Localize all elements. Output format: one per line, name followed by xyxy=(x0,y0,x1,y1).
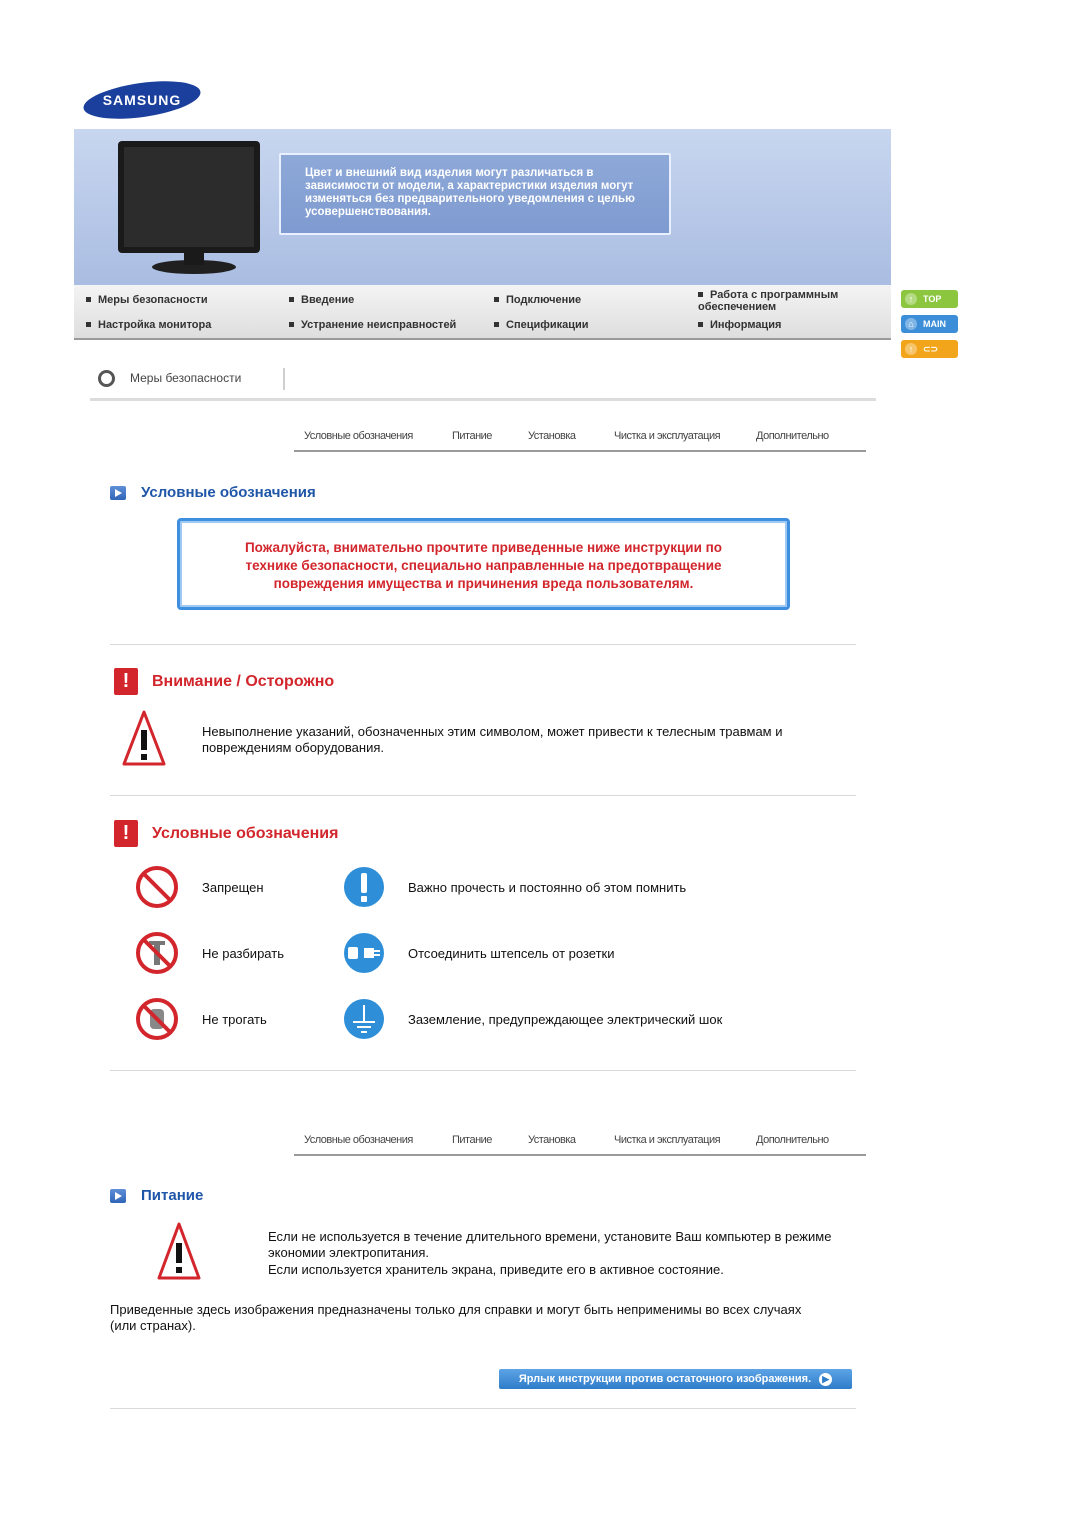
tab-symbols[interactable]: Условные обозначения xyxy=(304,1134,413,1146)
nav-connection[interactable]: Подключение xyxy=(494,294,581,306)
divider xyxy=(110,644,856,645)
legend-label-no-touch: Не трогать xyxy=(202,1012,267,1027)
top-button[interactable]: ↑ TOP xyxy=(901,290,958,308)
nav-safety[interactable]: Меры безопасности xyxy=(86,294,208,306)
exclamation-icon xyxy=(114,820,138,847)
prohibited-icon xyxy=(135,865,179,909)
back-button[interactable] xyxy=(901,340,958,358)
important-icon xyxy=(342,865,386,909)
nav-troubleshooting[interactable]: Устранение неисправностей xyxy=(289,319,456,331)
unplug-icon xyxy=(342,931,386,975)
exclamation-icon xyxy=(114,668,138,695)
samsung-logo xyxy=(82,80,202,120)
ground-icon xyxy=(342,997,386,1041)
sub-tabs-2 xyxy=(294,1132,866,1156)
divider xyxy=(110,795,856,796)
main-button[interactable]: ⌂ MAIN xyxy=(901,315,958,333)
arrow-right-icon xyxy=(110,486,126,500)
legend-label-no-disassemble: Не разбирать xyxy=(202,946,284,961)
no-disassemble-icon xyxy=(135,931,179,975)
tab-cleaning[interactable]: Чистка и эксплуатация xyxy=(614,430,721,442)
home-icon: ⌂ xyxy=(905,318,917,330)
arrow-right-circle-icon: ▶ xyxy=(819,1373,832,1386)
symbols-heading: Условные обозначения xyxy=(141,484,316,501)
divider xyxy=(110,1408,856,1409)
divider xyxy=(110,1070,856,1071)
circle-icon xyxy=(98,370,115,387)
arrow-right-icon xyxy=(110,1189,126,1203)
legend-label-prohibited: Запрещен xyxy=(202,880,264,895)
tab-cleaning[interactable]: Чистка и эксплуатация xyxy=(614,1134,721,1146)
image-retention-link-button[interactable]: Ярлык инструкции против остаточного изображения. ▶ xyxy=(499,1369,852,1389)
legend-label-unplug: Отсоединить штепсель от розетки xyxy=(408,946,615,961)
power-text-2: Если используется хранитель экрана, приведите его в активное состояние. xyxy=(268,1262,724,1277)
nav-intro[interactable]: Введение xyxy=(289,294,354,306)
nav-software[interactable]: Работа с программным обеспечением xyxy=(698,289,878,313)
svg-text:SAMSUNG: SAMSUNG xyxy=(102,92,182,108)
legend-label-ground: Заземление, предупреждающее электрический шок xyxy=(408,1012,723,1027)
tab-power[interactable]: Питание xyxy=(452,1134,492,1146)
images-disclaimer: Приведенные здесь изображения предназначены только для справки и могут быть неприменимы во всех случаях (или странах). xyxy=(110,1302,802,1333)
section-title: Меры безопасности xyxy=(130,371,242,385)
nav-specifications[interactable]: Спецификации xyxy=(494,319,589,331)
header-banner xyxy=(74,129,891,285)
power-text-1: Если не используется в течение длительного времени, установите Ваш компьютер в режиме экономии электропитания. xyxy=(268,1229,832,1260)
back-icon: ⊂⊃ xyxy=(923,343,939,354)
tab-power[interactable]: Питание xyxy=(452,430,492,442)
safety-notice-text: Пожалуйста, внимательно прочтите приведенные ниже инструкции по технике безопасности, специально направленные на предотвращение повреждения имущества и причинения вреда пользователям. xyxy=(244,540,723,591)
legend-heading: Условные обозначения xyxy=(152,825,339,842)
tab-other[interactable]: Дополнительно xyxy=(756,1134,829,1146)
sub-tabs xyxy=(294,428,866,452)
tab-installation[interactable]: Установка xyxy=(528,1134,576,1146)
legend-label-important: Важно прочесть и постоянно об этом помнить xyxy=(408,880,687,895)
arrow-up-icon: ↑ xyxy=(905,343,917,355)
warning-heading: Внимание / Осторожно xyxy=(152,673,335,690)
safety-notice-box xyxy=(177,518,790,610)
no-touch-icon xyxy=(135,997,179,1041)
main-nav xyxy=(74,285,891,340)
warning-triangle-icon xyxy=(122,710,166,766)
tab-installation[interactable]: Установка xyxy=(528,430,576,442)
nav-information[interactable]: Информация xyxy=(698,319,781,331)
power-heading: Питание xyxy=(141,1187,204,1204)
divider xyxy=(283,368,285,390)
banner-notice: Цвет и внешний вид изделия могут различаться в зависимости от модели, а характеристики изделия могут изменяться без предварительного уведомления с целью усовершенствования. xyxy=(279,153,671,235)
warning-text: Невыполнение указаний, обозначенных этим символом, может привести к телесным травмам и повреждениям оборудования. xyxy=(202,724,783,755)
monitor-image xyxy=(114,139,264,275)
nav-monitor-setup[interactable]: Настройка монитора xyxy=(86,319,211,331)
tab-symbols[interactable]: Условные обозначения xyxy=(304,430,413,442)
arrow-up-icon: ↑ xyxy=(905,293,917,305)
section-header xyxy=(90,362,876,401)
warning-triangle-icon xyxy=(157,1222,201,1280)
tab-other[interactable]: Дополнительно xyxy=(756,430,829,442)
